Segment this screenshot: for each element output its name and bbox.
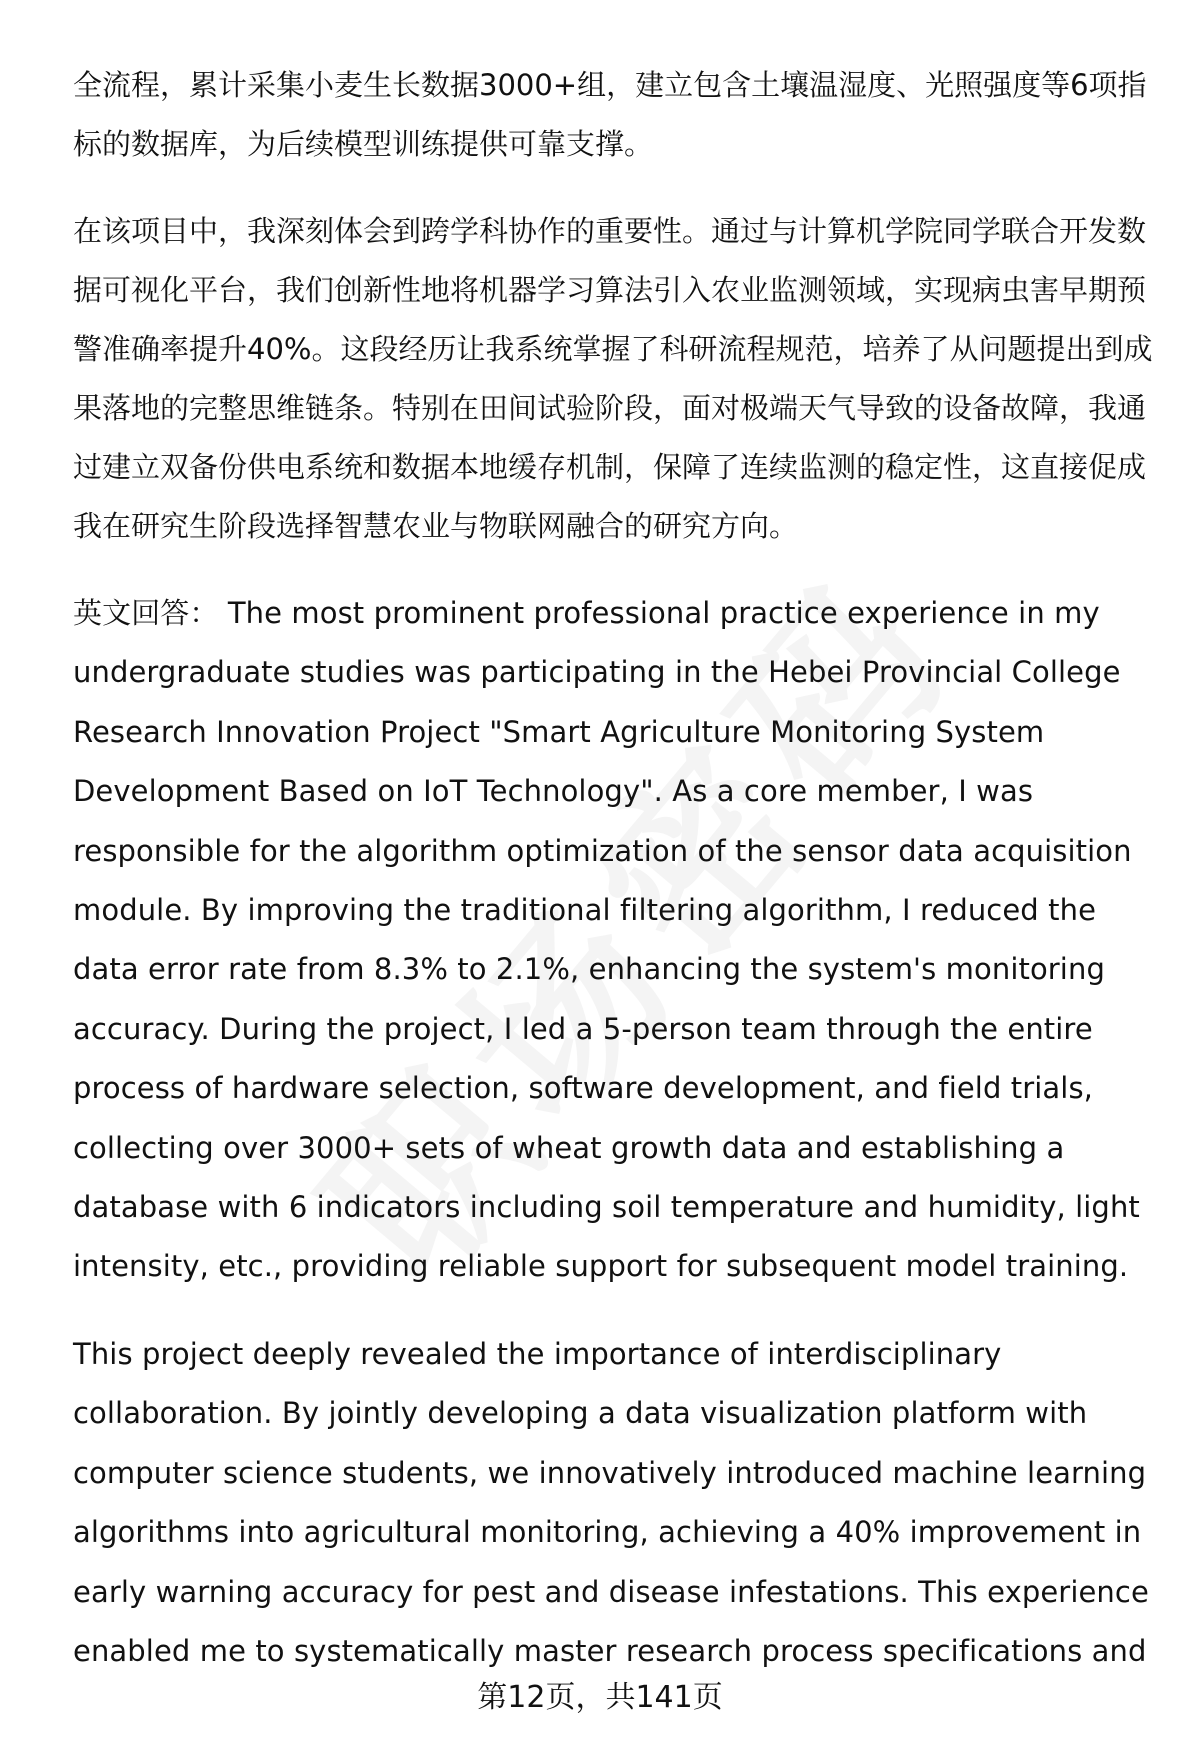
paragraph-chinese-2: 在该项目中，我深刻体会到跨学科协作的重要性。通过与计算机学院同学联合开发数据可视化平台，我们创新性地将机器学习算法引入农业监测领域，实现病虫害早期预警准确率提升40%。这段经历让我系统掌握了科研流程规范，培养了从问题提出到成果落地的完整思维链条。特别在田间试验阶段，面对极端天气导致的设备故障，我通过建立双备份供电系统和数据本地缓存机制，保障了连续监测的稳定性，这直接促成我在研究生阶段选择智慧农业与物联网融合的研究方向。: [73, 214, 1153, 543]
paragraph-english-2: This project deeply revealed the importance of interdisciplinary collaboration. By jointly developing a data visualization platform with computer science students, we innovatively introduced machine learning algorithms into agricultural monitoring, achieving a 40% improvement in early warning accuracy for pest and disease infestations. This experience enabled me to systematically master research process specifications and: [73, 1336, 1149, 1668]
document-body: [73, 56, 1153, 1681]
page-number-footer: 第12页，共141页: [477, 1680, 723, 1715]
paragraph-english-answer: 英文回答： The most prominent professional practice experience in my undergraduate studies was participating in the Hebei Provincial College Research Innovation Project "Smart Agriculture Monitoring System Development Based on IoT Technology". As a core member, I was responsible for the algorithm optimization of the sensor data acquisition module. By improving the traditional filtering algorithm, I reduced the data error rate from 8.3% to 2.1%, enhancing the system's monitoring accuracy. During the project, I led a 5-person team through the entire process of hardware selection, software development, and field trials, collecting over 3000+ sets of wheat growth data and establishing a database with 6 indicators including soil temperature and humidity, light intensity, etc., providing reliable support for subsequent model training.: [73, 596, 1140, 1284]
paragraph-chinese-1: 全流程，累计采集小麦生长数据3000+组，建立包含土壤温湿度、光照强度等6项指标的数据库，为后续模型训练提供可靠支撑。: [73, 68, 1147, 161]
